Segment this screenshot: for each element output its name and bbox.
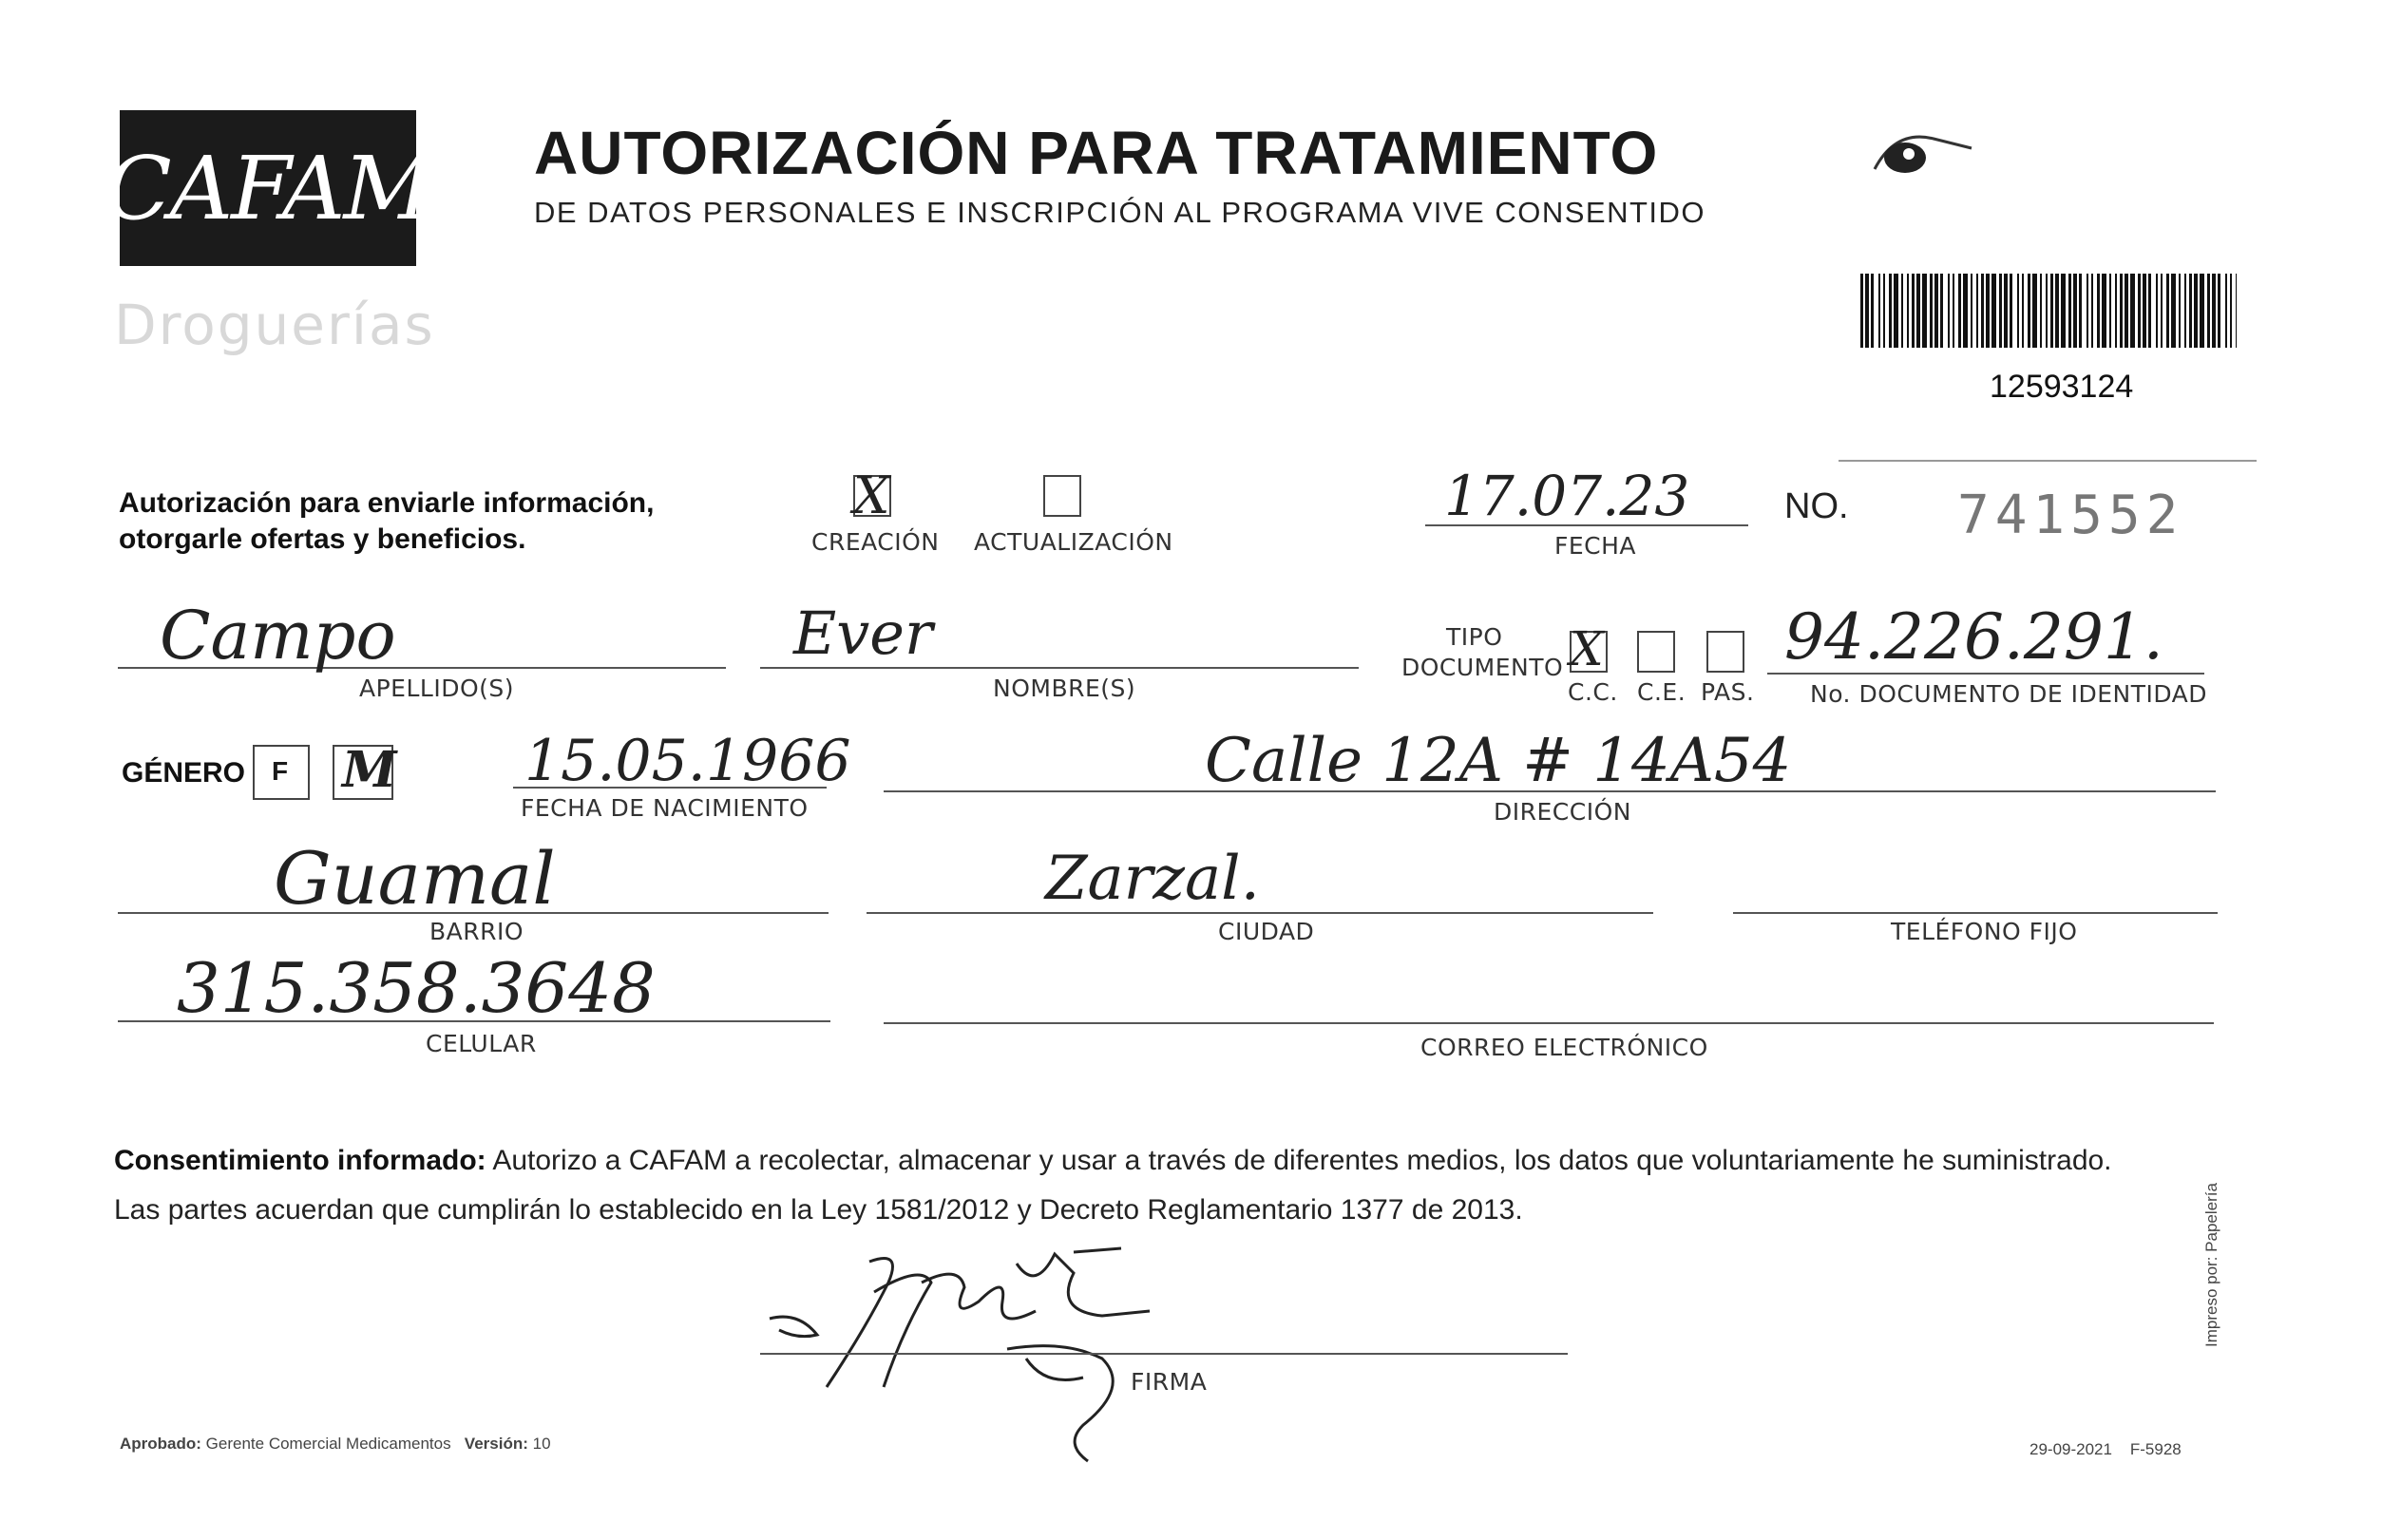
barcode-bar [1901,274,1903,348]
barcode-bar [1907,274,1909,348]
neighborhood-value[interactable]: Guamal [274,836,556,921]
ce-checkbox[interactable] [1637,631,1675,673]
barcode-bar [2087,274,2088,348]
barcode-bar [1976,274,1978,348]
consent-heading: Consentimiento informado: [114,1145,486,1176]
city-line [867,912,1653,914]
city-value[interactable]: Zarzal. [1045,844,1260,914]
consent-body-2: Las partes acuerdan que cumplirán lo establecido en la Ley 1581/2012 y Decreto Reglamentario 1377 de 2013. [114,1194,1523,1226]
form-title: AUTORIZACIÓN PARA TRATAMIENTO [534,119,1659,187]
barcode-bar [2225,274,2227,348]
barcode-bar [1889,274,1892,348]
barcode-bar [2115,274,2117,348]
cc-check-mark: X [1570,621,1604,676]
barcode-bar [2179,274,2181,348]
approved-label: Aprobado: [120,1435,201,1453]
eye-icon [1867,120,1981,186]
barcode-bar [1991,274,1996,348]
barcode-bar [2218,274,2220,348]
update-label: ACTUALIZACIÓN [974,528,1173,556]
email-label: CORREO ELECTRÓNICO [1420,1034,1708,1061]
footer-approved [120,1435,551,1454]
barcode-bar [2189,274,2192,348]
barcode-bar [1865,274,1869,348]
barcode-bar [2194,274,2198,348]
barcode-bar [2010,274,2012,348]
barcode-bar [1948,274,1950,348]
side-print-text: Impreso por: Papelería [2202,1183,2220,1347]
barcode-bar [2046,274,2048,348]
form-number: 741552 [1957,485,2184,546]
authorization-text-2: otorgarle ofertas y beneficios. [119,523,526,555]
barcode-bar [1999,274,2002,348]
consent-paragraph [114,1136,2299,1235]
update-checkbox[interactable] [1043,475,1081,517]
doc-type-label-2: DOCUMENTO [1401,654,1564,681]
barcode-number: 12593124 [1990,369,2134,405]
barcode-bar [2156,274,2158,348]
cc-label: C.C. [1568,678,1618,706]
barcode-bar [2022,274,2024,348]
barcode-bar [2230,274,2232,348]
date-value[interactable]: 17.07.23 [1444,464,1690,528]
barcode-bar [1916,274,1920,348]
doc-number-value[interactable]: 94.226.291. [1784,600,2163,674]
barcode-bar [2125,274,2128,348]
date-label: FECHA [1554,532,1637,560]
mobile-value[interactable]: 315.358.3648 [177,948,656,1028]
barcode-bar [2061,274,2066,348]
footer-codes [2029,1440,2182,1459]
form-subtitle: DE DATOS PERSONALES E INSCRIPCIÓN AL PROGRAMA VIVE CONSENTIDO [534,196,1706,229]
birthdate-value[interactable]: 15.05.1966 [524,728,851,794]
barcode-bar [2068,274,2071,348]
barcode-bar [2091,274,2093,348]
barcode-bar [1922,274,1927,348]
consent-body-1: Autorizo a CAFAM a recolectar, almacenar y usar a través de diferentes medios, los datos que voluntariamente he suministrado. [486,1145,2112,1176]
neighborhood-label: BARRIO [429,918,524,945]
signature-label: FIRMA [1131,1368,1208,1396]
barcode-bar [2148,274,2151,348]
gender-f-label: F [272,756,289,786]
barcode-bar [2032,274,2037,348]
barcode-bar [1971,274,1972,348]
address-label: DIRECCIÓN [1494,798,1631,826]
name-value[interactable]: Ever [793,599,933,668]
barcode-bar [1912,274,1915,348]
barcode-bar [2166,274,2169,348]
authorization-text-1: Autorización para enviarle información, [119,487,655,519]
number-top-line [1839,460,2257,462]
barcode-bar [1963,274,1968,348]
barcode-bar [1940,274,1943,348]
barcode-bar [2073,274,2077,348]
barcode-bar [2028,274,2030,348]
email-line [884,1022,2214,1024]
barcode-bar [2184,274,2186,348]
number-label: NO. [1784,486,1849,526]
barcode-bar [1934,274,1938,348]
barcode-bar [2102,274,2106,348]
city-label: CIUDAD [1218,918,1315,945]
barcode-bar [2079,274,2082,348]
version-label: Versión: [464,1435,528,1453]
barcode-bar [1986,274,1990,348]
creation-label: CREACIÓN [811,528,940,556]
barcode-bar [1958,274,1961,348]
barcode-bar [2200,274,2204,348]
barcode-bar [2097,274,2100,348]
pas-label: PAS. [1701,678,1755,706]
cafam-logo: CAFAM [105,137,431,239]
form-code: F-5928 [2129,1440,2182,1458]
date-code: 29-09-2021 [2029,1440,2112,1458]
barcode [1860,274,2237,348]
birthdate-label: FECHA DE NACIMIENTO [521,794,809,822]
barcode-bar [2161,274,2163,348]
barcode-bar [1953,274,1954,348]
ce-label: C.E. [1637,678,1686,706]
barcode-bar [2130,274,2135,348]
barcode-bar [2017,274,2019,348]
address-value[interactable]: Calle 12A # 14A54 [1205,726,1792,796]
gender-m-mark: M [342,741,397,799]
barcode-bar [1883,274,1885,348]
barcode-bar [2055,274,2059,348]
phone-line [1733,912,2218,914]
barcode-bar [2050,274,2053,348]
approved-value: Gerente Comercial Medicamentos [205,1435,451,1453]
logo-subtitle: Droguerías [114,293,435,357]
surname-label: APELLIDO(S) [359,675,515,702]
name-label: NOMBRE(S) [993,675,1136,702]
barcode-bar [2040,274,2042,348]
mobile-label: CELULAR [426,1030,537,1057]
signature-line [760,1353,1568,1355]
barcode-bar [2143,274,2146,348]
doc-type-label-1: TIPO [1446,623,1503,651]
barcode-bar [1860,274,1863,348]
pas-checkbox[interactable] [1706,631,1744,673]
barcode-bar [2207,274,2210,348]
version-value: 10 [532,1435,551,1453]
barcode-bar [2109,274,2111,348]
barcode-bar [1878,274,1880,348]
barcode-bar [1871,274,1874,348]
barcode-bar [1930,274,1933,348]
barcode-bar [2171,274,2176,348]
barcode-bar [1981,274,1984,348]
gender-label: GÉNERO [122,757,246,789]
surname-value[interactable]: Campo [160,597,396,675]
creation-check-mark: X [853,466,890,525]
barcode-bar [2212,274,2216,348]
phone-label: TELÉFONO FIJO [1891,918,2078,945]
doc-number-label: No. DOCUMENTO DE IDENTIDAD [1810,680,2208,708]
barcode-bar [2004,274,2008,348]
barcode-bar [1894,274,1898,348]
barcode-bar [2236,274,2237,348]
barcode-bar [2120,274,2123,348]
barcode-bar [2138,274,2141,348]
